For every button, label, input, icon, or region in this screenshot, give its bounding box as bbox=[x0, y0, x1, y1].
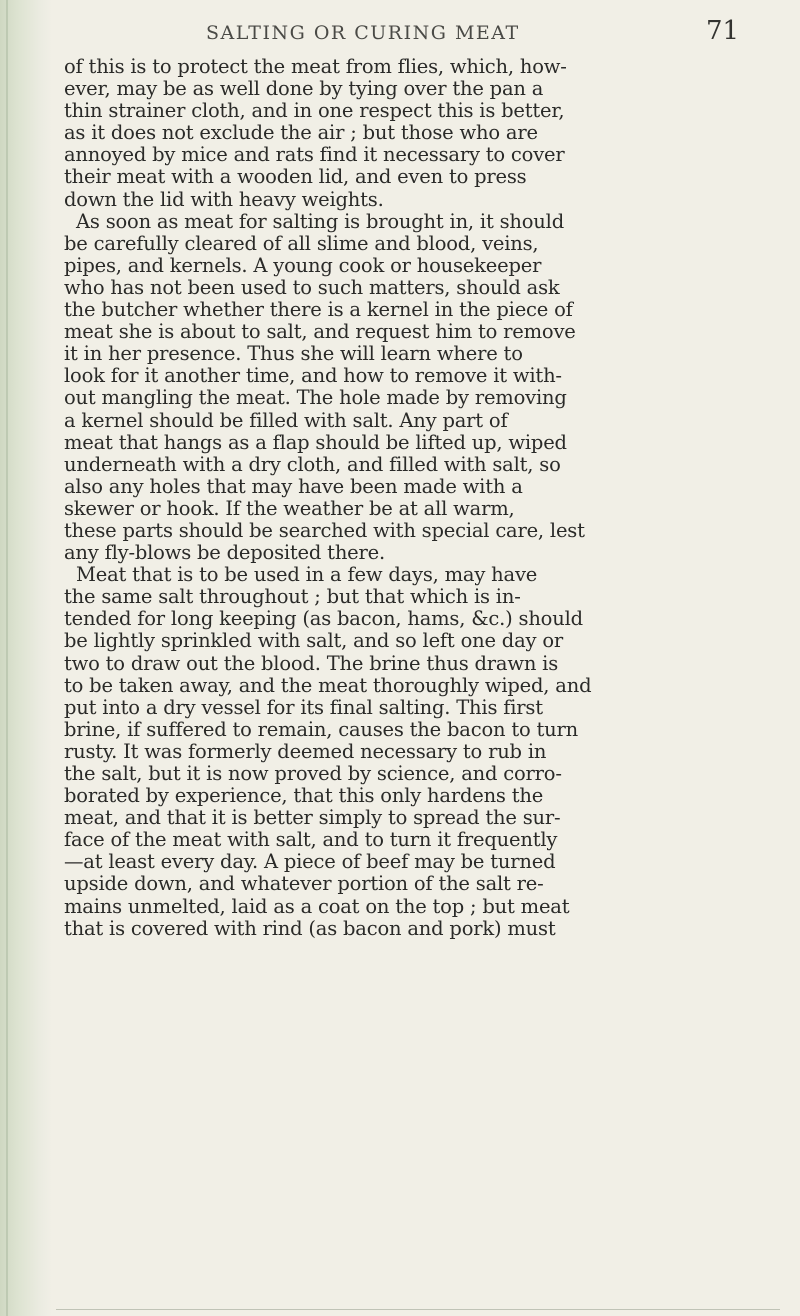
text-line: meat she is about to salt, and request him to remove bbox=[64, 320, 576, 344]
page-bottom-edge bbox=[56, 1309, 780, 1310]
text-line: underneath with a dry cloth, and filled with salt, so bbox=[64, 452, 561, 476]
text-line: face of the meat with salt, and to turn it frequently bbox=[64, 828, 558, 852]
text-line: be carefully cleared of all slime and blood, veins, bbox=[64, 231, 539, 255]
text-line: As soon as meat for salting is brought in, it should bbox=[76, 209, 564, 233]
text-line: it in her presence. Thus she will learn where to bbox=[64, 342, 523, 366]
text-line: brine, if suffered to remain, causes the bacon to turn bbox=[64, 717, 578, 741]
running-title: SALTING OR CURING MEAT bbox=[206, 22, 520, 44]
text-line: as it does not exclude the air ; but those who are bbox=[64, 121, 538, 145]
text-line: of this is to protect the meat from flies, which, how- bbox=[64, 55, 567, 78]
text-line: a kernel should be filled with salt. Any part of bbox=[64, 408, 508, 432]
text-line: tended for long keeping (as bacon, hams, &c.) should bbox=[64, 607, 583, 631]
text-line: meat that hangs as a flap should be lifted up, wiped bbox=[64, 430, 567, 454]
text-line: that is covered with rind (as bacon and pork) must bbox=[64, 916, 556, 940]
text-line: Meat that is to be used in a few days, may have bbox=[76, 563, 538, 587]
text-line: rusty. It was formerly deemed necessary to rub in bbox=[64, 739, 547, 763]
text-line: pipes, and kernels. A young cook or housekeeper bbox=[64, 253, 542, 277]
text-line: the butcher whether there is a kernel in the piece of bbox=[64, 298, 573, 322]
text-line: put into a dry vessel for its final salting. This first bbox=[64, 695, 543, 719]
book-page bbox=[56, 0, 780, 1316]
page-number: 71 bbox=[706, 16, 740, 46]
text-line: borated by experience, that this only hardens the bbox=[64, 784, 544, 808]
text-line: upside down, and whatever portion of the salt re- bbox=[64, 872, 544, 896]
text-line: the salt, but it is now proved by science, and corro- bbox=[64, 762, 562, 785]
text-line: meat, and that it is better simply to spread the sur- bbox=[64, 806, 561, 830]
text-line: their meat with a wooden lid, and even to press bbox=[64, 165, 527, 189]
text-line: —at least every day. A piece of beef may be turned bbox=[64, 850, 556, 874]
text-line: thin strainer cloth, and in one respect this is better, bbox=[64, 99, 565, 123]
text-line: the same salt throughout ; but that which is in- bbox=[64, 585, 521, 609]
text-line: who has not been used to such matters, should ask bbox=[64, 275, 560, 299]
page-gutter-shadow bbox=[0, 0, 52, 1316]
text-line: skewer or hook. If the weather be at all warm, bbox=[64, 496, 515, 520]
text-line: also any holes that may have been made with a bbox=[64, 474, 523, 498]
text-line: mains unmelted, laid as a coat on the top ; but meat bbox=[64, 894, 570, 918]
text-line: any fly-blows be deposited there. bbox=[64, 541, 385, 565]
body-text bbox=[64, 56, 774, 940]
text-line: annoyed by mice and rats find it necessary to cover bbox=[64, 143, 565, 167]
text-line: these parts should be searched with special care, lest bbox=[64, 518, 585, 542]
text-line: down the lid with heavy weights. bbox=[64, 187, 384, 211]
text-line: ever, may be as well done by tying over the pan a bbox=[64, 77, 544, 101]
text-line: look for it another time, and how to remove it with- bbox=[64, 364, 562, 388]
text-line: two to draw out the blood. The brine thus drawn is bbox=[64, 651, 559, 675]
text-line: out mangling the meat. The hole made by removing bbox=[64, 386, 567, 410]
running-head bbox=[56, 14, 780, 54]
text-line: to be taken away, and the meat thoroughly wiped, and bbox=[64, 673, 592, 697]
text-line: be lightly sprinkled with salt, and so left one day or bbox=[64, 629, 563, 653]
